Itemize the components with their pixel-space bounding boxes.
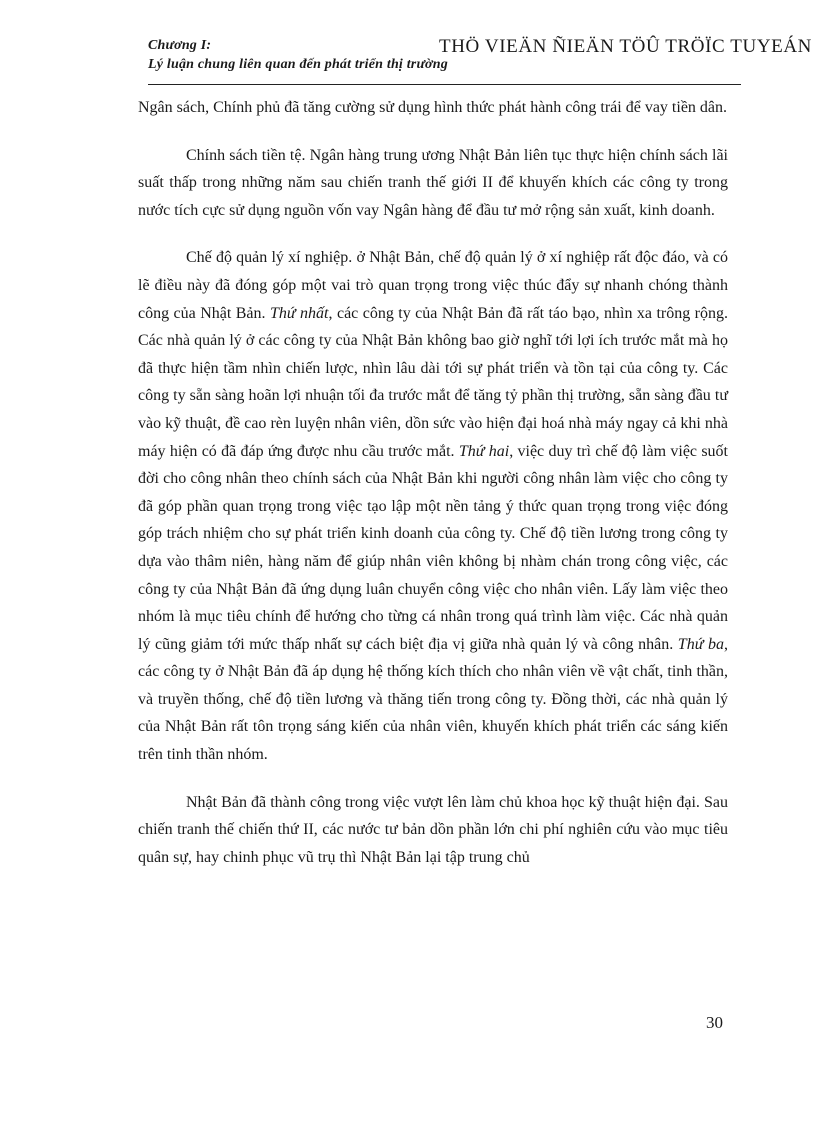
chapter-title: Lý luận chung liên quan đến phát triển thị trường [148, 57, 448, 72]
page-header [148, 36, 812, 86]
body-text [138, 94, 728, 891]
emphasis-thu-hai: Thứ hai [458, 442, 510, 460]
chapter-label: Chương I: [148, 38, 212, 53]
emphasis-thu-ba: Thứ ba [677, 635, 725, 653]
paragraph-3-part-d: , các công ty ở Nhật Bản đã áp dụng hệ thống kích thích cho nhân viên về vật chất, tinh thần, và truyền thống, chế độ tiền lương và thăng tiến trong công ty. Đồng thời, các nhà quản lý của Nhật Bản rất tôn trọng sáng kiến của nhân viên, khuyến khích phát triển các sáng kiến trên tinh thần nhóm. [138, 635, 729, 764]
paragraph-3 [138, 244, 728, 768]
paragraph-1: Ngân sách, Chính phủ đã tăng cường sử dụng hình thức phát hành công trái để vay tiền dân. [138, 99, 728, 116]
header-divider [148, 84, 741, 85]
paragraph-4: Nhật Bản đã thành công trong việc vượt lên làm chủ khoa học kỹ thuật hiện đại. Sau chiến tranh thế chiến thứ II, các nước tư bản dồn phần lớn chi phí nghiên cứu vào mục tiêu quân sự, hay chinh phục vũ trụ thì Nhật Bản lại tập trung chủ [138, 793, 728, 866]
paragraph-3-part-b: , các công ty của Nhật Bản đã rất táo bạo, nhìn xa trông rộng. Các nhà quản lý ở các công ty của Nhật Bản không bao giờ nghĩ tới lợi ích trước mắt mà họ đã thực hiện tầm nhìn chiến lược, nhìn lâu dài tới sự phát triển và tồn tại của công ty. Các công ty sẵn sàng hoãn lợi nhuận tối đa trước mắt để tăng tỷ phần thị trường, sẵn sàng đầu tư vào kỹ thuật, đề cao rèn luyện nhân viên, dồn sức vào hiện đại hoá nhà máy ngay cả khi nhà máy hiện có đã đáp ứng được nhu cầu trước mắt. [138, 304, 729, 460]
emphasis-thu-nhat: Thứ nhất [269, 304, 329, 322]
paragraph-3-part-c: , việc duy trì chế độ làm việc suốt đời cho công nhân theo chính sách của Nhật Bản khi người công nhân làm việc cho công ty đã góp phần quan trọng trong việc tạo lập một nền tảng ý thức quan trọng trong việc đóng góp trách nhiệm cho sự phát triển kinh doanh của công ty. Chế độ tiền lương trong công ty dựa vào thâm niên, hàng năm để giúp nhân viên không bị nhàm chán trong công việc, các công ty của Nhật Bản đã ứng dụng luân chuyển công việc cho nhân viên. Lấy làm việc theo nhóm là mục tiêu chính để hướng cho từng cá nhân trong quá trình làm việc. Các nhà quản lý cũng giảm tới mức thấp nhất sự cách biệt địa vị giữa nhà quản lý và công nhân. [138, 442, 728, 653]
site-name: THÖ VIEÄN ÑIEÄN TÖÛ TRÖÏC TUYEÁN [439, 36, 812, 57]
paragraph-2: Chính sách tiền tệ. Ngân hàng trung ương Nhật Bản liên tục thực hiện chính sách lãi suất thấp trong những năm sau chiến tranh thế giới II để khuyến khích các công ty trong nước tích cực sử dụng nguồn vốn vay Ngân hàng để đầu tư mở rộng sản xuất, kinh doanh. [138, 146, 728, 219]
paragraph-3-part-a: Chế độ quản lý xí nghiệp. ở Nhật Bản, chế độ quản lý ở xí nghiệp rất độc đáo, và có lẽ điều này đã đóng góp một vai trò quan trọng trong việc thúc đẩy sự nhanh chóng thành công của Nhật Bản. [138, 249, 728, 322]
page-number: 30 [706, 1013, 723, 1032]
